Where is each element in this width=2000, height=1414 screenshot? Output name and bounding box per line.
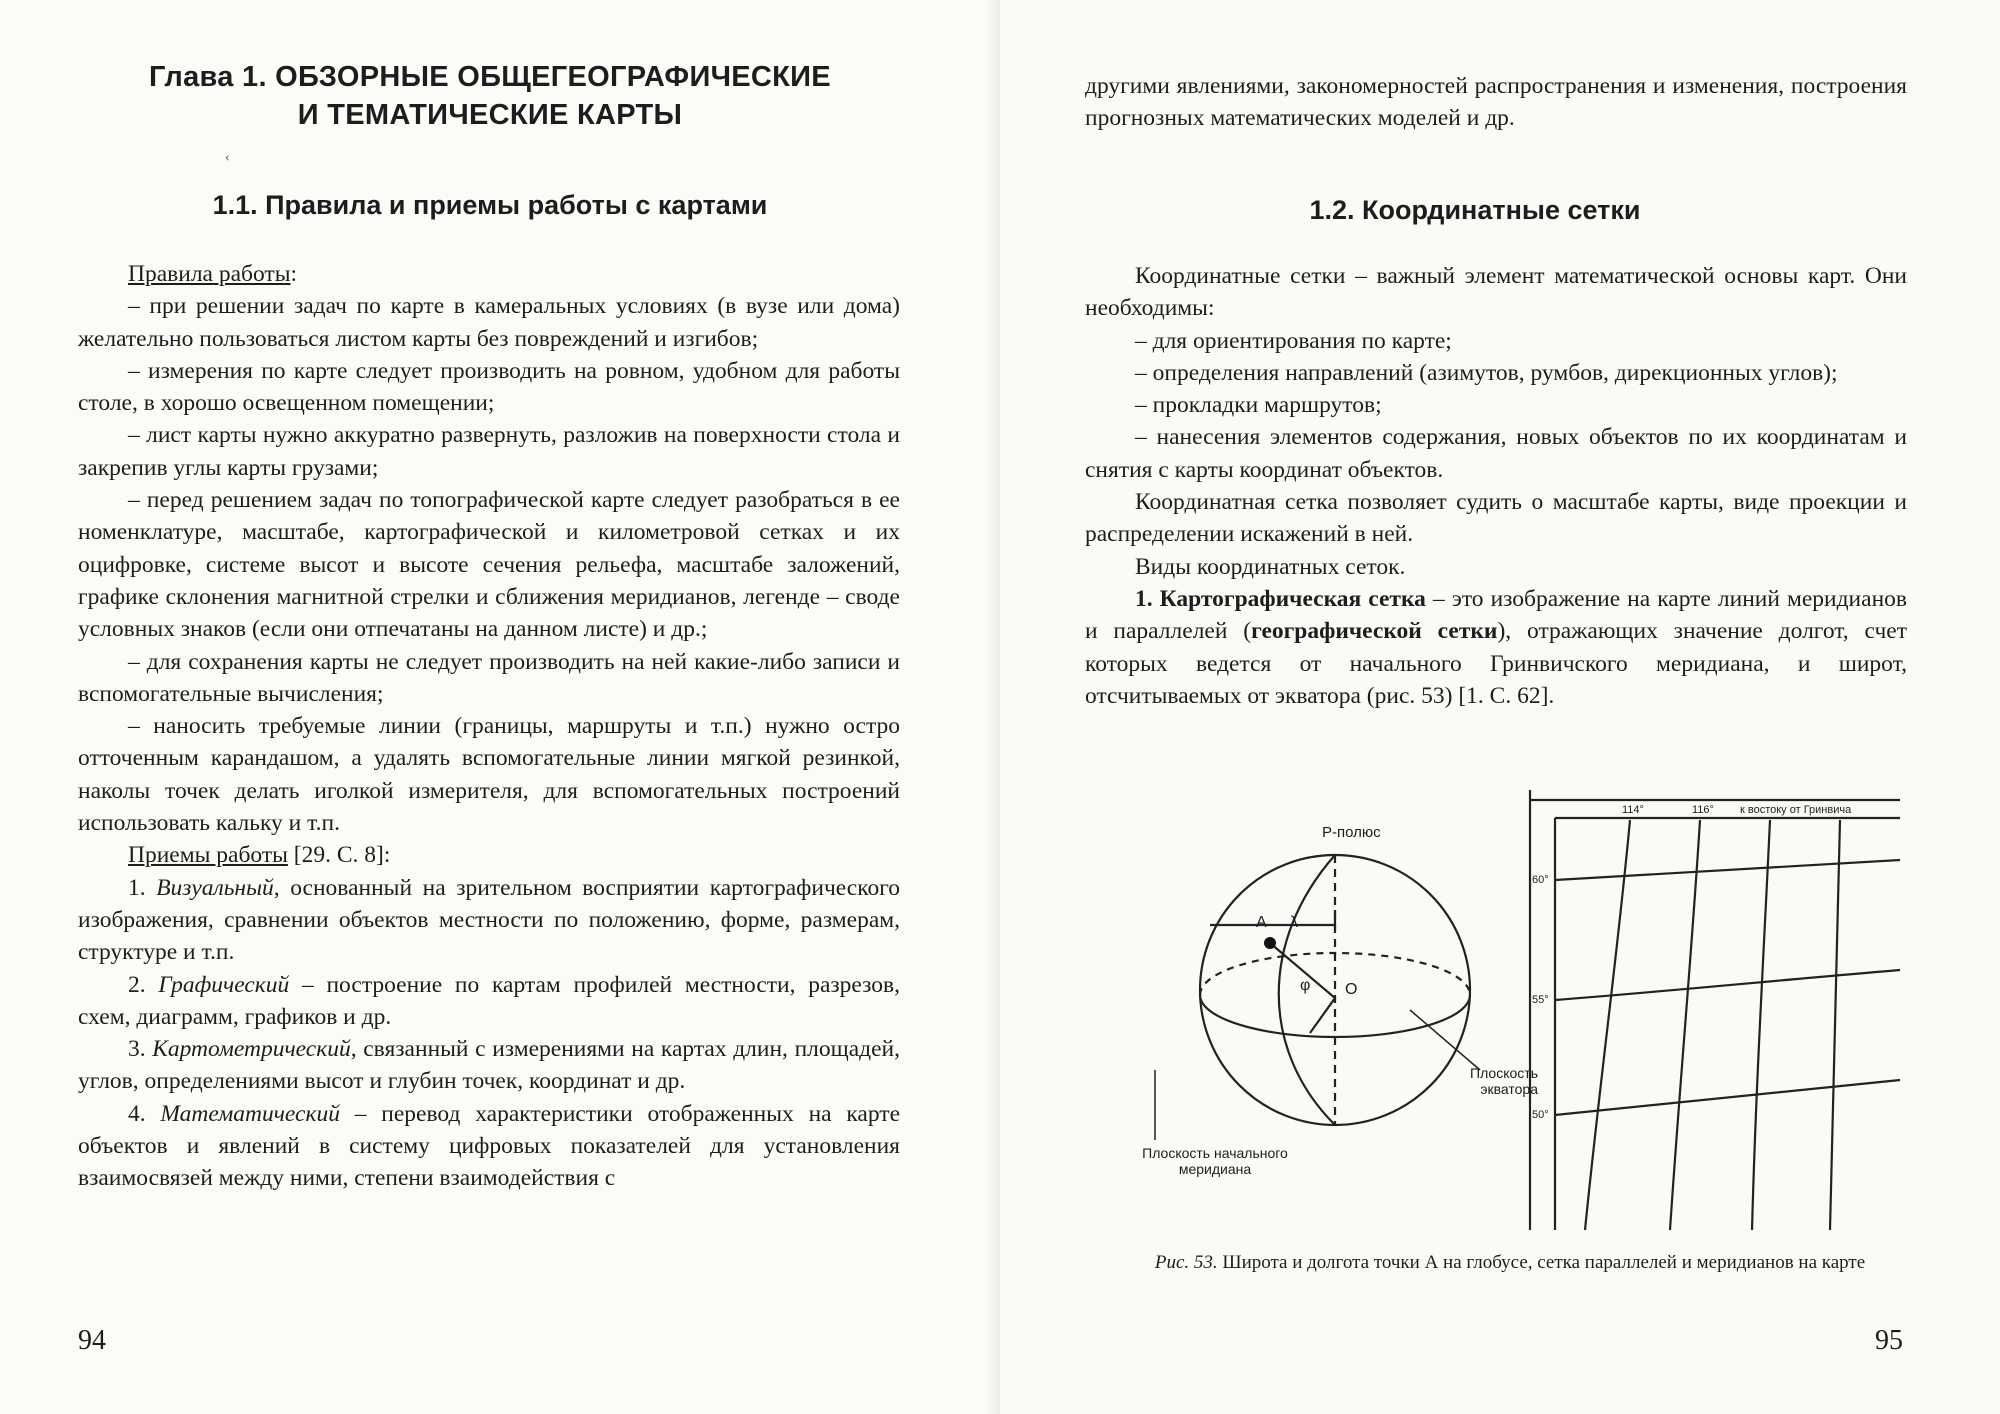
- page-number-right: 95: [1875, 1325, 1903, 1356]
- use-item: – для ориентирования по карте;: [1135, 327, 1452, 354]
- page-number-left: 94: [78, 1325, 106, 1356]
- parallel-50: [1555, 1080, 1900, 1115]
- method-term: Графический: [158, 971, 290, 998]
- rule-item: – для сохранения карты не следует производить на ней какие-либо записи и вспомогательные вычисления;: [78, 648, 900, 707]
- method-text: , связанный с измерениями на картах длин, площадей, углов, определениями высот и глубин точек, координат и др.: [78, 1036, 900, 1095]
- method-term: Картометрический: [152, 1036, 351, 1063]
- meridian-2: [1670, 820, 1700, 1230]
- method-term: Математический: [160, 1100, 340, 1127]
- method-term: Визуальный: [156, 874, 274, 901]
- chapter-title-line2: И ТЕМАТИЧЕСКИЕ КАРТЫ: [297, 99, 683, 131]
- label-lon-east: к востоку от Гринвича: [1740, 804, 1852, 816]
- type1-num: 1.: [1135, 585, 1160, 612]
- types-heading: Виды координатных сеток.: [1135, 553, 1406, 580]
- type1-term2: географической сетки: [1251, 618, 1498, 645]
- meridian-1: [1585, 820, 1630, 1230]
- method-text: – перевод характеристики отображенных на карте объектов и явлений в систему цифровых показателей для установления взаимосвязей между ними, степени взаимодействия с: [78, 1100, 901, 1192]
- continuation-text: [1085, 70, 1907, 135]
- right-page: [1000, 0, 2000, 1414]
- figure-53: [1100, 780, 1920, 1240]
- method-item: [78, 1098, 900, 1195]
- type1-term: Картографическая сетка: [1159, 585, 1426, 612]
- method-num: 2.: [128, 971, 159, 998]
- method-num: 1.: [128, 874, 157, 901]
- chapter-title-line1: Глава 1. ОБЗОРНЫЕ ОБЩЕГЕОГРАФИЧЕСКИЕ: [149, 61, 831, 93]
- label-o: О: [1345, 981, 1358, 998]
- label-lon-114: 114°: [1622, 804, 1644, 816]
- rules-colon: :: [290, 261, 298, 287]
- method-item: [78, 969, 900, 1034]
- intro-paragraph: Координатные сетки – важный элемент математической основы карт. Они необходимы:: [1085, 263, 1907, 322]
- use-item: – нанесения элементов содержания, новых объектов по их координатам и снятия с карты координат объектов.: [1085, 424, 1907, 483]
- chapter-title: [130, 58, 850, 134]
- label-equator-plane: Плоскость экватора: [1470, 1065, 1538, 1097]
- method-text: – построение по картам профилей местности, разрезов, схем, диаграмм, графиков и др.: [78, 971, 901, 1030]
- use-item: – определения направлений (азимутов, румбов, дирекционных углов);: [1135, 359, 1838, 386]
- use-item: – прокладки маршрутов;: [1135, 392, 1382, 419]
- rule-item: – измерения по карте следует производить на ровном, удобном для работы столе, в хорошо освещенном помещении;: [78, 357, 900, 417]
- continuation-paragraph: другими явлениями, закономерностей распространения и изменения, построения прогнозных математических моделей и др.: [1085, 73, 1907, 132]
- map-grid: [1530, 790, 1900, 1230]
- label-a: А: [1256, 914, 1267, 931]
- type1-text-a: – это изображение на карте линий меридианов и параллелей (: [1085, 585, 1907, 645]
- label-lambda: λ: [1290, 914, 1298, 931]
- methods-ref: [29. С. 8]:: [287, 842, 391, 869]
- label-meridian-plane: Плоскость начального меридиана: [1142, 1145, 1288, 1177]
- methods-heading: Приемы работы: [128, 842, 288, 869]
- right-body-text: [1085, 260, 1907, 712]
- label-phi: φ: [1300, 977, 1311, 994]
- rules-heading-paragraph: [78, 258, 900, 290]
- left-body-text: [78, 258, 900, 1195]
- method-text: , основанный на зрительном восприятии картографического изображения, сравнении объектов местности по положению, форме, размерам, структуре и т.п.: [78, 874, 900, 966]
- meridian-4: [1830, 820, 1840, 1230]
- method-num: 3.: [128, 1036, 153, 1063]
- method-item: [78, 1033, 900, 1098]
- section-title-1-2: 1.2. Координатные сетки: [1309, 195, 1641, 225]
- scale-note: Координатная сетка позволяет судить о масштабе карты, виде проекции и распределении искажений в ней.: [1085, 489, 1907, 548]
- methods-heading-paragraph: [78, 839, 900, 871]
- rule-item: – перед решением задач по топографической карте следует разобраться в ее номенклатуре, масштабе, картографической и километровой сетках и их оцифровке, системе высот и высоте сечения рельефа, масштабе заложений, графике склонения магнитной стрелки и сближения меридианов, легенде – своде условных знаков (если они отпечатаны на данном листе) и др.;: [78, 487, 900, 643]
- rule-item: – лист карты нужно аккуратно развернуть, разложив на поверхности стола и закрепив углы карты грузами;: [78, 422, 900, 481]
- meridian-3: [1752, 820, 1770, 1230]
- label-lat-55: 55°: [1532, 994, 1549, 1006]
- method-num: 4.: [128, 1100, 161, 1127]
- label-lat-50: 50°: [1532, 1109, 1549, 1121]
- rule-item: – при решении задач по карте в камеральных условиях (в вузе или дома) желательно пользоваться листом карты без повреждений и изгибов;: [78, 293, 900, 352]
- caption-prefix: Рис. 53.: [1154, 1252, 1218, 1273]
- parallel-55: [1555, 970, 1900, 1000]
- point-a-dot: [1264, 937, 1276, 949]
- label-pole: Р-полюс: [1322, 824, 1381, 841]
- figure-caption: [1100, 1250, 1920, 1276]
- type1-paragraph: [1085, 583, 1907, 712]
- rules-heading: Правила работы: [128, 261, 291, 287]
- method-item: [78, 872, 900, 969]
- print-mark: ‹: [225, 150, 230, 165]
- label-lat-60: 60°: [1532, 874, 1549, 886]
- globe-diagram: [1155, 855, 1480, 1140]
- caption-text: Широта и долгота точки А на глобусе, сетка параллелей и меридианов на карте: [1217, 1252, 1866, 1273]
- type1-text-b: ), отражающих значение долгот, счет которых ведется от начального Гринвичского меридиана, и широт, отсчитываемых от экватора (рис. 53) [1. С. 62].: [1085, 618, 1907, 709]
- rule-item: – наносить требуемые линии (границы, маршруты и т.п.) нужно остро отточенным карандашом, а удалять вспомогательные линии мягкой резинкой, наколы точек делать иголкой измерителя, для вспомогательных построений использовать кальку и т.п.: [78, 713, 900, 837]
- parallel-60: [1555, 860, 1900, 880]
- section-title-1-1: 1.1. Правила и приемы работы с картами: [212, 190, 768, 220]
- label-lon-116: 116°: [1692, 804, 1714, 816]
